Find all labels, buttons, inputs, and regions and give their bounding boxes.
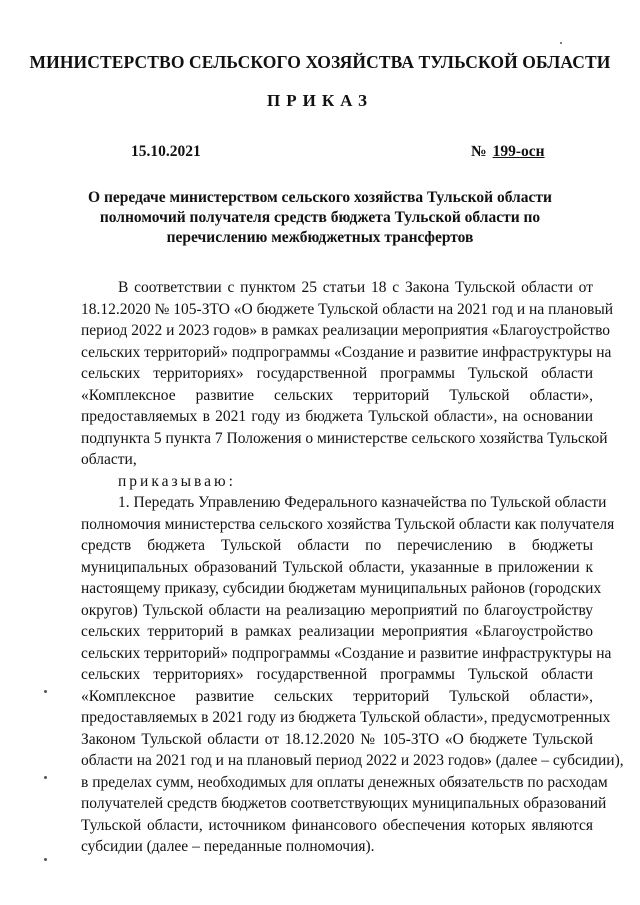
body-line: области на 2021 год и на плановый период 2022 и 2023 годов» (далее – субсидии), (81, 752, 624, 769)
ministry-heading: МИНИСТЕРСТВО СЕЛЬСКОГО ХОЗЯЙСТВА ТУЛЬСКОЙ ОБЛАСТИ (29, 52, 611, 72)
body-line: Законом Тульской области от 18.12.2020 № 105-ЗТО «О бюджете Тульской (81, 730, 593, 748)
order-number (471, 143, 545, 161)
scan-speck (44, 776, 47, 779)
order-title: ПРИКАЗ (267, 91, 373, 110)
body-line: округов) Тульской области на реализацию мероприятий по благоустройству (81, 601, 593, 619)
body-line: 18.12.2020 № 105-ЗТО «О бюджете Тульской области на 2021 год и на плановый (81, 300, 614, 318)
body-line: средств бюджета Тульской области по перечислению в бюджеты (81, 537, 593, 554)
body-line: сельских территориях» государственной программы Тульской области (81, 666, 593, 683)
subject-line: полномочий получателя средств бюджета Тульской области по (99, 209, 541, 226)
order-verb: приказываю: (118, 472, 236, 490)
body-line: В соответствии с пунктом 25 статьи 18 с Закона Тульской области от (118, 279, 593, 296)
body-line: предоставляемых в 2021 году из бюджета Тульской области», на основании (81, 408, 593, 425)
body-line: области, (81, 451, 137, 468)
number-value: 199-осн (492, 143, 545, 160)
body-line: получателей средств бюджетов соответствующих муниципальных образований (81, 795, 607, 812)
subject-line: О передаче министерством сельского хозяйства Тульской области (88, 189, 552, 206)
body-line: подпункта 5 пункта 7 Положения о министерстве сельского хозяйства Тульской (81, 429, 608, 447)
body-line: предоставляемых в 2021 году из бюджета Тульской области», предусмотренных (81, 709, 611, 726)
body-line: сельских территориях» государственной программы Тульской области (81, 365, 593, 382)
body-line: субсидии (далее – переданные полномочия). (81, 838, 375, 855)
order-subject (80, 188, 560, 248)
body-line: сельских территорий» подпрограммы «Создание и развитие инфраструктуры на (81, 644, 612, 662)
body-line: сельских территорий» подпрограммы «Создание и развитие инфраструктуры на (81, 343, 612, 361)
body-line: Тульской области, источником финансового обеспечения которых являются (81, 816, 593, 834)
body-line: сельских территорий в рамках реализации мероприятия «Благоустройство (81, 623, 593, 640)
scan-speck (44, 690, 47, 693)
order-body (81, 277, 624, 858)
body-line: в пределах сумм, необходимых для оплаты денежных обязательств по расходам (81, 773, 608, 791)
scan-speck (44, 858, 47, 861)
body-line: настоящему приказу, субсидии бюджетам муниципальных районов (городских (81, 580, 602, 597)
order-date: 15.10.2021 (131, 143, 201, 160)
scan-speck (560, 42, 562, 44)
number-sign: № (471, 143, 487, 160)
body-line: муниципальных образований Тульской области, указанные в приложении к (81, 558, 593, 576)
body-line: «Комплексное развитие сельских территорий Тульской области», (81, 386, 593, 404)
body-line: период 2022 и 2023 годов» в рамках реализации мероприятия «Благоустройство (81, 322, 611, 339)
subject-line: перечислению межбюджетных трансфертов (166, 229, 474, 246)
body-line: «Комплексное развитие сельских территорий Тульской области», (81, 687, 593, 705)
body-line: полномочия министерства сельского хозяйства Тульской области как получателя (81, 515, 615, 533)
body-line: 1. Передать Управлению Федерального казначейства по Тульской области (118, 494, 607, 511)
